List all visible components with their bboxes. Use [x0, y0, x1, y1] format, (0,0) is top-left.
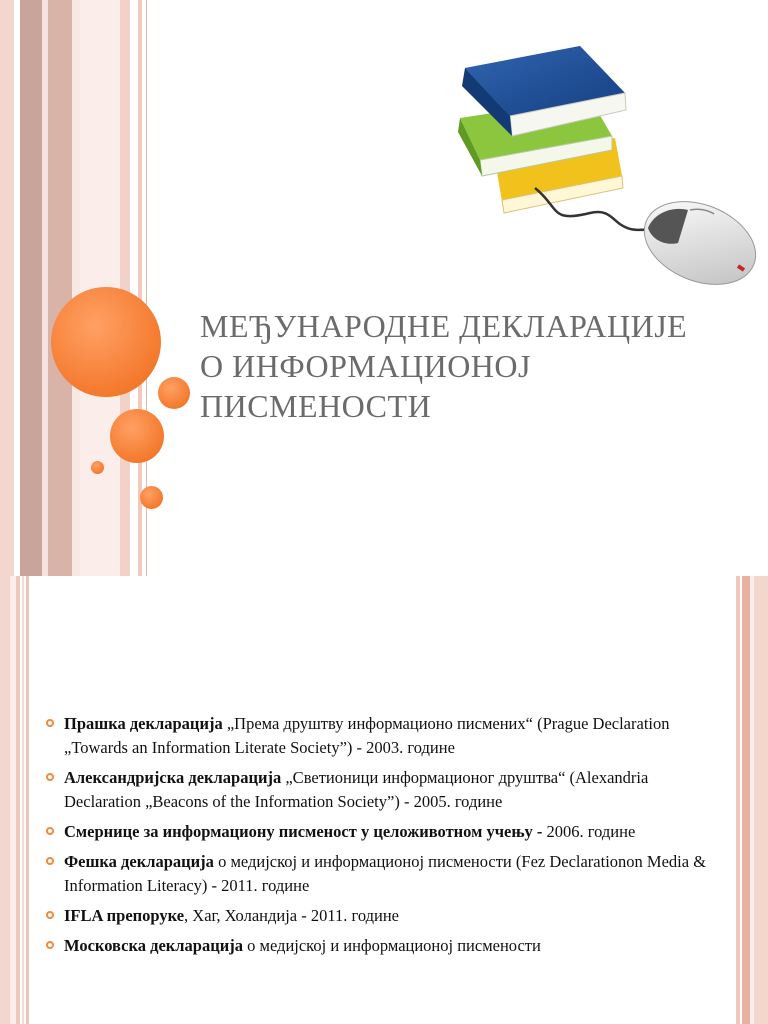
- decor-circle-small: [91, 461, 104, 474]
- item-bold-text: Фешка декларација: [64, 852, 214, 871]
- title-line: МЕЂУНАРОДНЕ ДЕКЛАРАЦИЈЕ: [200, 308, 688, 344]
- books-and-mouse-illustration: [440, 38, 760, 288]
- item-bold-text: Смернице за информациону писменост у целоживотном учењу -: [64, 822, 543, 841]
- list-item: [46, 850, 726, 898]
- title-line: О ИНФОРМАЦИОНОЈ: [200, 348, 531, 384]
- list-item: [46, 934, 726, 958]
- books-icon: [458, 46, 626, 213]
- decor-stripe: [22, 576, 24, 1024]
- decor-stripe: [48, 0, 72, 576]
- declarations-list: [46, 712, 726, 964]
- decor-stripe: [16, 576, 20, 1024]
- item-bold-text: Московска декларација: [64, 936, 243, 955]
- decor-stripe: [72, 0, 80, 576]
- decor-stripe: [736, 576, 740, 1024]
- bullet-icon: [46, 773, 54, 781]
- item-text: „Према друштву информационо писмених“ (Prague Declaration „Towards an Information Literate Society”) - 2003. године: [64, 714, 670, 757]
- list-item: [46, 820, 726, 844]
- item-text: „Светионици информационог друштва“ (Alexandria Declaration „Beacons of the Information Society”) - 2005. године: [64, 768, 649, 811]
- decor-stripe: [26, 576, 29, 1024]
- item-bold-text: Прашка декларација: [64, 714, 223, 733]
- computer-mouse-icon: [632, 186, 760, 288]
- decor-circle-large: [51, 287, 161, 397]
- item-bold-text: Александријска декларација: [64, 768, 282, 787]
- title-line: ПИСМЕНОСТИ: [200, 388, 432, 424]
- item-text: о медијској и информационој писмености: [243, 936, 541, 955]
- decor-circle: [158, 377, 190, 409]
- item-text: о медијској и информационој писмености (Fez Declarationon Media & Information Literacy) - 2011. године: [64, 852, 707, 895]
- decor-stripe: [0, 0, 14, 576]
- item-bold-text: IFLA препоруке: [64, 906, 185, 925]
- list-item: [46, 904, 726, 928]
- decor-stripe: [754, 576, 768, 1024]
- bullet-icon: [46, 857, 54, 865]
- decor-stripe: [120, 0, 130, 576]
- item-text: , Хаг, Холандија - 2011. године: [184, 906, 399, 925]
- decor-stripe: [0, 576, 10, 1024]
- decor-circle-medium: [110, 409, 164, 463]
- bullet-icon: [46, 941, 54, 949]
- content-slide: [0, 576, 768, 1024]
- decor-circle: [140, 486, 163, 509]
- item-text: 2006. године: [542, 822, 636, 841]
- bullet-icon: [46, 827, 54, 835]
- decor-stripe: [742, 576, 750, 1024]
- bullet-icon: [46, 911, 54, 919]
- list-item: [46, 712, 726, 760]
- slide-title: [200, 306, 740, 426]
- decor-stripe: [20, 0, 42, 576]
- bullet-icon: [46, 719, 54, 727]
- list-item: [46, 766, 726, 814]
